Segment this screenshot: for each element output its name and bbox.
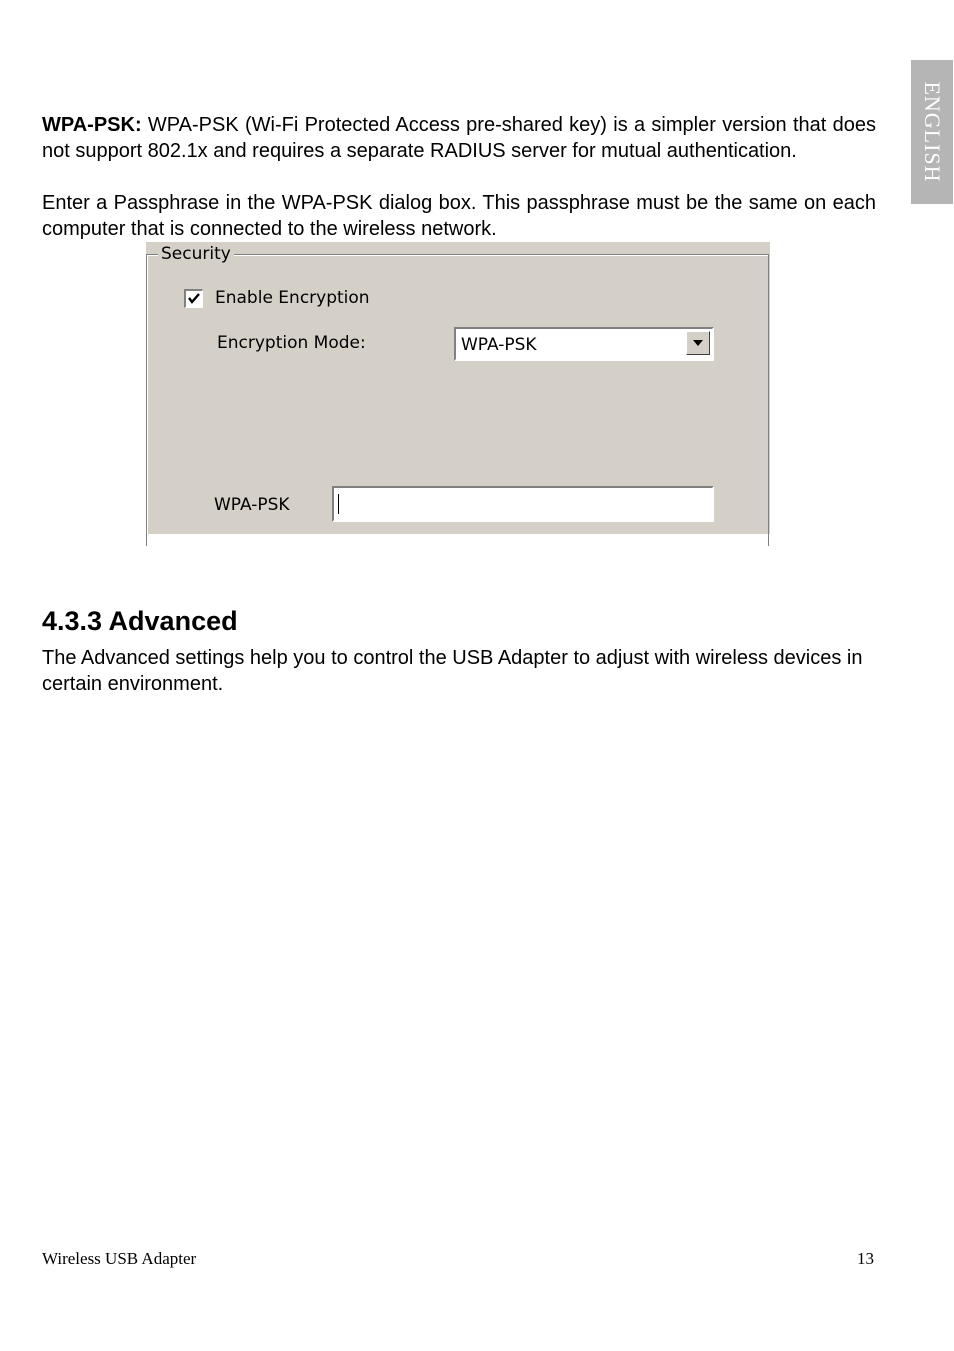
security-group-title: Security xyxy=(158,243,234,265)
dropdown-button[interactable] xyxy=(686,331,710,355)
section-body: The Advanced settings help you to control the USB Adapter to adjust with wireless devices in certain environment. xyxy=(42,647,863,695)
wpa-psk-input[interactable] xyxy=(332,486,714,522)
checkmark-icon xyxy=(187,292,201,306)
footer-title: Wireless USB Adapter xyxy=(42,1249,197,1268)
wpa-psk-term: WPA-PSK: xyxy=(42,114,142,136)
wpa-psk-description xyxy=(42,112,876,164)
language-tab-label: ENGLISH xyxy=(920,81,945,183)
chevron-down-icon xyxy=(693,340,703,346)
security-dialog-screenshot xyxy=(146,242,770,534)
page-number: 13 xyxy=(857,1249,874,1268)
encryption-mode-select[interactable] xyxy=(454,327,714,361)
encryption-mode-value: WPA-PSK xyxy=(461,335,537,355)
enable-encryption-label[interactable]: Enable Encryption xyxy=(215,288,370,308)
encryption-mode-label: Encryption Mode: xyxy=(217,333,366,353)
wpa-psk-definition: WPA-PSK (Wi-Fi Protected Access pre-shared key) is a simpler version that does not support 802.1x and requires a separate RADIUS server for mutual authentication. xyxy=(42,114,876,162)
enable-encryption-checkbox[interactable] xyxy=(184,289,203,308)
passphrase-instruction: Enter a Passphrase in the WPA-PSK dialog box. This passphrase must be the same on each computer that is connected to the wireless network. xyxy=(42,192,876,240)
wpa-psk-label: WPA-PSK xyxy=(214,495,290,515)
language-tab xyxy=(911,60,953,204)
text-cursor xyxy=(338,494,339,514)
section-heading: 4.3.3 Advanced xyxy=(42,606,238,636)
